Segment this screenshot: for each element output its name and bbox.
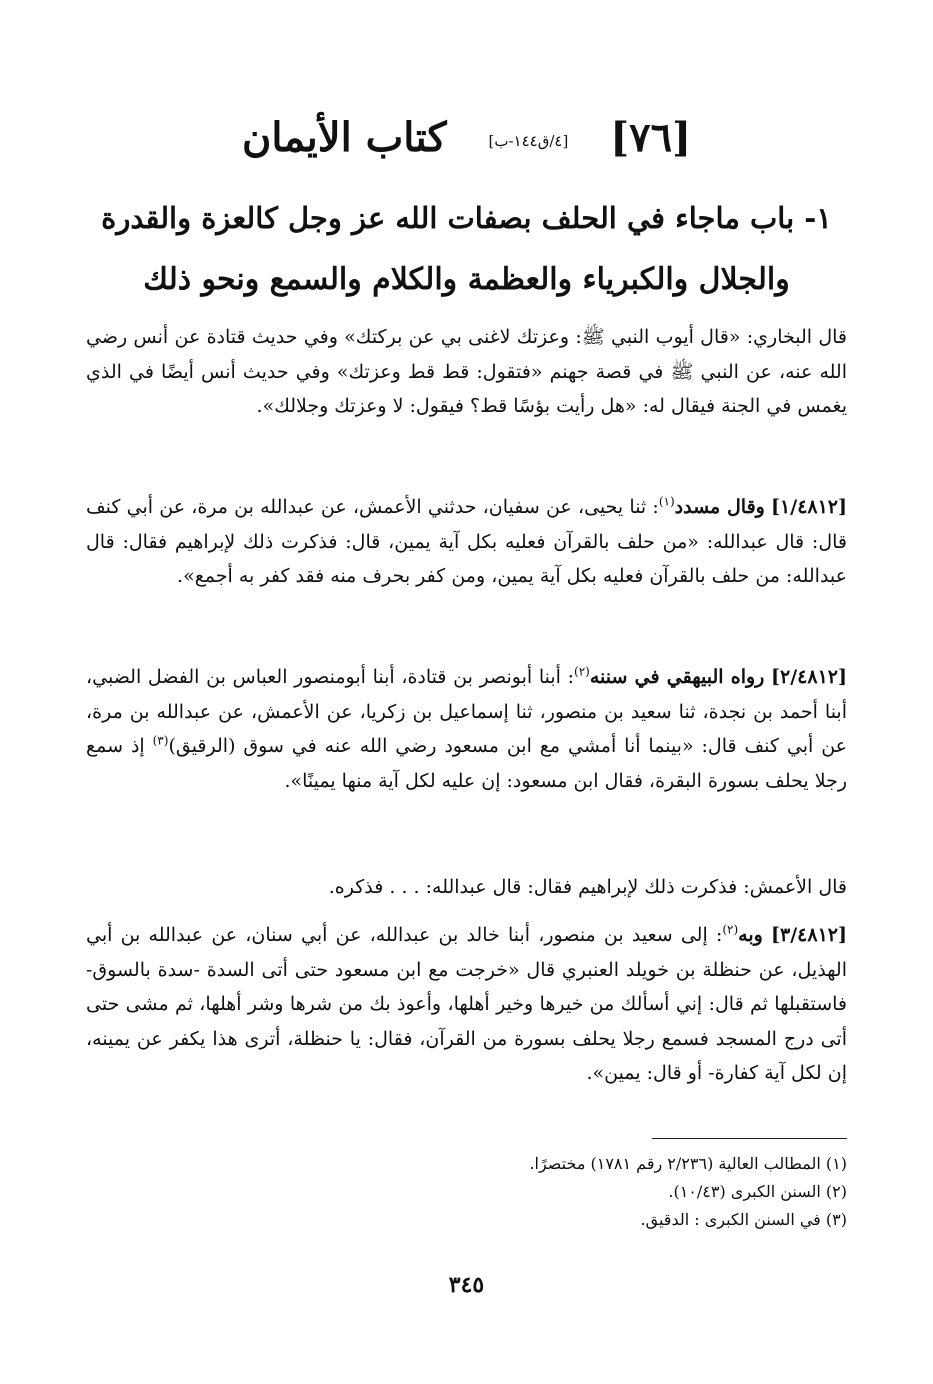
footnote-3: (٣) في السنن الكبرى : الدقيق. bbox=[640, 1210, 847, 1229]
footnotes bbox=[247, 1150, 847, 1234]
footnote-marker: (١) bbox=[658, 494, 675, 509]
footnote-marker: (٣) bbox=[152, 733, 169, 748]
hadith-4812-3 bbox=[86, 918, 847, 1091]
footnote-marker: (٢) bbox=[574, 664, 590, 679]
hadith-number: [٢/٤٨١٢] bbox=[771, 666, 847, 688]
hadith-text: : ثنا يحيى، عن سفيان، حدثني الأعمش، عن عبدالله بن مرة، عن أبي كنف قال: قال عبدالله: «من حلف بالقرآن فعليه بكل آية يمين، قال: فذكرت ذلك لإبراهيم فقال: قال عبدالله: من حلف بالقرآن فعليه بكل آية يمين، ومن كفر بحرف منه فقد كفر به أجمع». bbox=[86, 496, 847, 587]
book-number: [٧٦] bbox=[610, 114, 692, 161]
chapter-title-line-2: والجلال والكبرياء والعظمة والكلام والسمع ونحو ذلك bbox=[143, 262, 790, 297]
hadith-text: : أبنا أبونصر بن قتادة، أبنا أبومنصور العباس بن الفضل الضبي، أبنا أحمد بن نجدة، ثنا سعيد بن منصور، ثنا إسماعيل بن زكريا، عن الأعمش، عن عبدالله بن مرة، عن أبي كنف قال: «بينما أنا أمشي مع ابن مسعود رضي الله عنه في سوق (الرقيق) bbox=[86, 666, 848, 757]
chapter-title-line-1: ١- باب ماجاء في الحلف بصفات الله عز وجل كالعزة والقدرة bbox=[101, 201, 832, 235]
manuscript-reference: [٤/ق١٤٤-ب] bbox=[488, 132, 569, 150]
book-title: كتاب الأيمان bbox=[241, 114, 447, 161]
footnote-marker: (٢) bbox=[722, 922, 739, 937]
hadith-4812-2 bbox=[86, 660, 847, 798]
hadith-number: [١/٤٨١٢] bbox=[771, 496, 848, 518]
paragraph-amash bbox=[86, 870, 847, 905]
book-heading bbox=[0, 108, 933, 171]
hadith-4812-1 bbox=[86, 490, 847, 594]
page-number: ٣٤٥ bbox=[448, 1272, 485, 1298]
hadith-text: إذ سمع رجلا يحلف بسورة البقرة، فقال ابن مسعود: إن عليه لكل آية منها يمينًا». bbox=[86, 735, 847, 792]
hadith-lead: وبه bbox=[738, 924, 763, 946]
footnote-1: (١) المطالب العالية (٢/٢٣٦ رقم ١٧٨١) مختصرًا. bbox=[529, 1154, 847, 1173]
paragraph-bukhari bbox=[86, 320, 847, 424]
hadith-lead: رواه البيهقي في سننه bbox=[589, 666, 765, 688]
hadith-text: : إلى سعيد بن منصور، أبنا خالد بن عبدالله، عن أبي سنان، عن عبدالله بن أبي الهذيل، عن حنظلة بن خويلد العنبري قال «خرجت مع ابن مسعود حتى أتى السدة -سدة بالسوق- فاستقبلها ثم قال: إني أسألك من خيرها وخير أهلها، وأعوذ بك من شرها وشر أهلها، ثم مشى حتى أتى درج المسجد فسمع رجلا يحلف بسورة من القرآن، فقال: يا حنظلة، أترى هذا يكفر عن يمينه، إن لكل آية كفارة- أو قال: يمين». bbox=[86, 924, 847, 1084]
footnote-2: (٢) السنن الكبرى (١٠/٤٣). bbox=[668, 1182, 847, 1201]
paragraph-text: قال البخاري: «قال أيوب النبي ﷺ: وعزتك لاغنى بي عن بركتك» وفي حديث قتادة عن أنس رضي الله عنه، عن النبي ﷺ في قصة جهنم «فتقول: قط قط وعزتك» وفي حديث أنس أيضًا في الذي يغمس في الجنة فيقال له: «هل رأيت بؤسًا قط؟ فيقول: لا وعزتك وجلالك». bbox=[86, 326, 847, 417]
footnote-divider bbox=[652, 1138, 847, 1139]
paragraph-text: قال الأعمش: فذكرت ذلك لإبراهيم فقال: قال عبدالله: . . . فذكره. bbox=[328, 876, 847, 898]
hadith-number: [٣/٤٨١٢] bbox=[771, 924, 847, 946]
hadith-lead: وقال مسدد bbox=[674, 496, 765, 518]
